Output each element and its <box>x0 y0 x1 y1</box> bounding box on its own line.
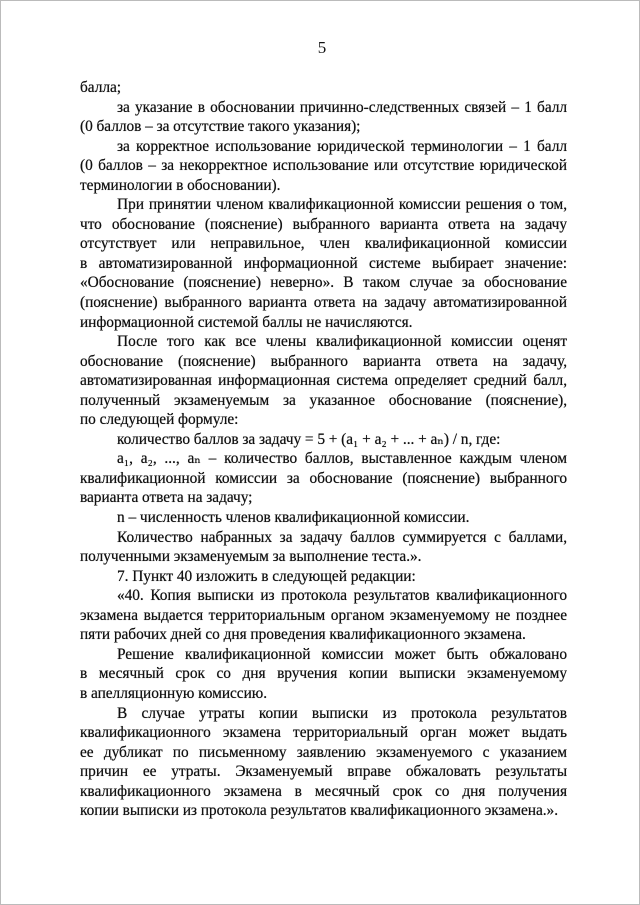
text-line: копии выписки из протокола результатов квалификационного экзамена.». <box>80 802 558 820</box>
text-line: (0 баллов – за некорректное использование или отсутствие юридической <box>80 157 567 175</box>
text-line: отсутствует или неправильное, член квалификационной комиссии <box>80 235 567 253</box>
text-line: квалификационной комиссии за обоснование (пояснение) выбранного <box>80 469 567 487</box>
text-line: в автоматизированной информационной системе выбирает значение: <box>80 254 567 272</box>
text-line: квалификационного экзамена территориальный орган может выдать <box>80 724 567 742</box>
text-line: (0 баллов – за отсутствие такого указания); <box>80 118 361 136</box>
text-line: Количество набранных за задачу баллов суммируется с баллами, <box>117 528 567 546</box>
text-line: полученными экзаменуемым за выполнение теста.». <box>80 548 422 566</box>
text-line: что обоснование (пояснение) выбранного варианта ответа на задачу <box>80 215 567 233</box>
text-line: n – численность членов квалификационной комиссии. <box>117 509 470 527</box>
text-line: (пояснение) выбранного варианта ответа на задачу автоматизированной <box>80 294 567 312</box>
text-line: пяти рабочих дней со дня проведения квалификационного экзамена. <box>80 626 526 644</box>
text-line: «Обоснование (пояснение) неверно». В таком случае за обоснование <box>80 274 567 292</box>
text-line: в месячный срок со дня вручения копии выписки экзаменуемому <box>80 665 567 683</box>
text-line: полученный экзаменуемым за указанное обоснование (пояснение), <box>80 391 567 409</box>
page-number: 5 <box>317 38 327 57</box>
text-line: квалификационного экзамена в месячный срок со дня получения <box>80 782 567 800</box>
text-line: ее дубликат по письменному заявлению экзаменуемого с указанием <box>80 743 567 761</box>
text-line: по следующей формуле: <box>80 411 239 429</box>
text-line: 7. Пункт 40 изложить в следующей редакции: <box>117 567 416 585</box>
text-line: обоснование (пояснение) выбранного варианта ответа на задачу, <box>80 352 567 370</box>
text-line: автоматизированная информационная система определяет средний балл, <box>80 372 567 390</box>
text-line: варианта ответа на задачу; <box>80 489 253 507</box>
text-line: a₁, a₂, ..., aₙ – количество баллов, выставленное каждым членом <box>117 450 567 468</box>
text-line: за указание в обосновании причинно-следственных связей – 1 балл <box>117 98 567 116</box>
text-line: количество баллов за задачу = 5 + (a₁ + a₂ + ... + aₙ) / n, где: <box>117 430 501 448</box>
text-line: за корректное использование юридической терминологии – 1 балл <box>117 137 567 155</box>
text-line: При принятии членом квалификационной комиссии решения о том, <box>117 196 567 214</box>
text-line: терминологии в обосновании). <box>80 176 281 194</box>
text-line: причин ее утраты. Экзаменуемый вправе обжаловать результаты <box>80 763 567 781</box>
text-line: После того как все члены квалификационной комиссии оценят <box>117 333 567 351</box>
text-line: балла; <box>80 79 121 96</box>
text-line: в апелляционную комиссию. <box>80 684 267 702</box>
text-line: В случае утраты копии выписки из протокола результатов <box>117 704 567 722</box>
text-line: «40. Копия выписки из протокола результатов квалификационного <box>117 587 567 605</box>
document-body <box>80 78 567 821</box>
text-line: экзамена выдается территориальным органом экзаменуемому не позднее <box>80 606 567 624</box>
text-line: информационной системой баллы не начисляются. <box>80 313 413 331</box>
text-line: Решение квалификационной комиссии может быть обжаловано <box>117 645 567 663</box>
